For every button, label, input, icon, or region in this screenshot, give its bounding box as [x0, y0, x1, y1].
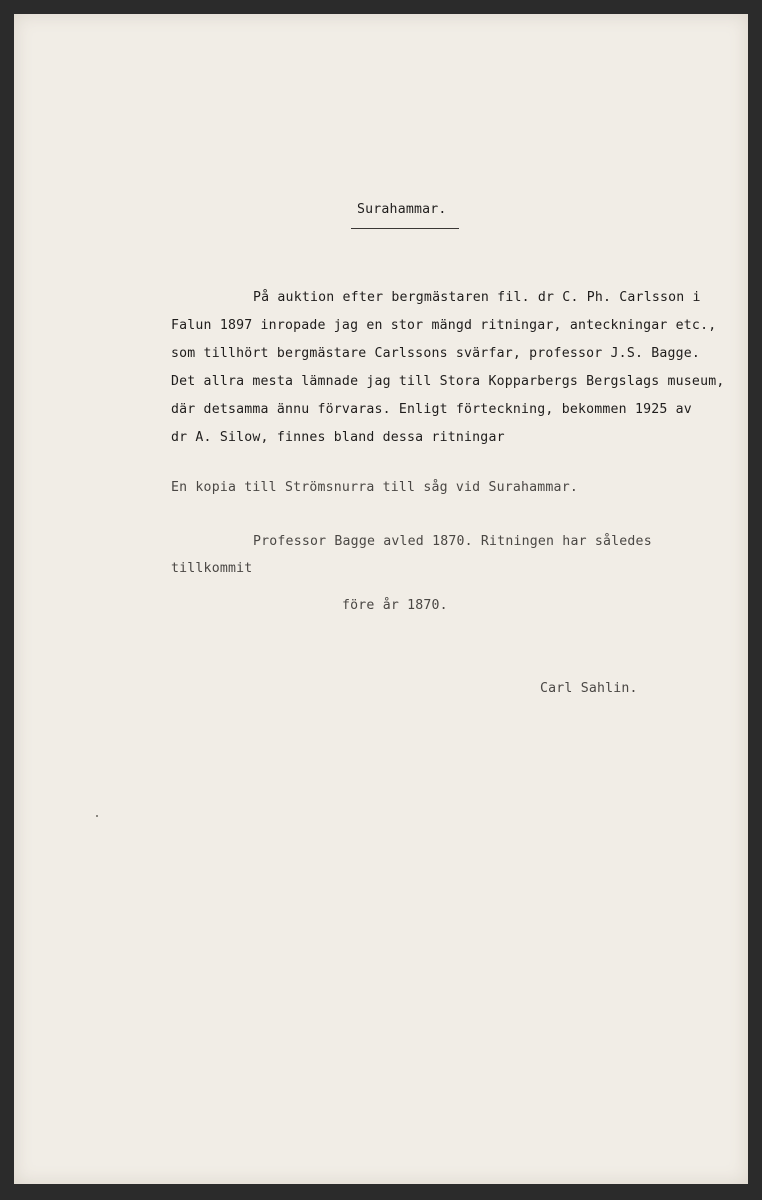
title-underline: [351, 228, 459, 229]
paragraph-1-line-3: som tillhört bergmästare Carlssons svärfar, professor J.S. Bagge.: [171, 346, 701, 361]
paragraph-4: före år 1870.: [342, 598, 448, 613]
paragraph-1-line-2: Falun 1897 inropade jag en stor mängd ritningar, anteckningar etc.,: [171, 318, 717, 333]
document-title: Surahammar.: [357, 202, 447, 217]
paragraph-3-line-2: tillkommit: [171, 561, 253, 576]
paragraph-1-line-5: där detsamma ännu förvaras. Enligt förteckning, bekommen 1925 av: [171, 402, 692, 417]
paragraph-1-line-1: På auktion efter bergmästaren fil. dr C. Ph. Carlsson i: [253, 290, 701, 305]
paragraph-3-line-1: Professor Bagge avled 1870. Ritningen har således: [253, 534, 652, 549]
paragraph-1-line-6: dr A. Silow, finnes bland dessa ritningar: [171, 430, 505, 445]
paragraph-1-line-4: Det allra mesta lämnade jag till Stora Kopparbergs Bergslags museum,: [171, 374, 725, 389]
signature: Carl Sahlin.: [540, 681, 638, 696]
paper-speck: [96, 815, 98, 817]
paragraph-2: En kopia till Strömsnurra till såg vid Surahammar.: [171, 480, 578, 495]
